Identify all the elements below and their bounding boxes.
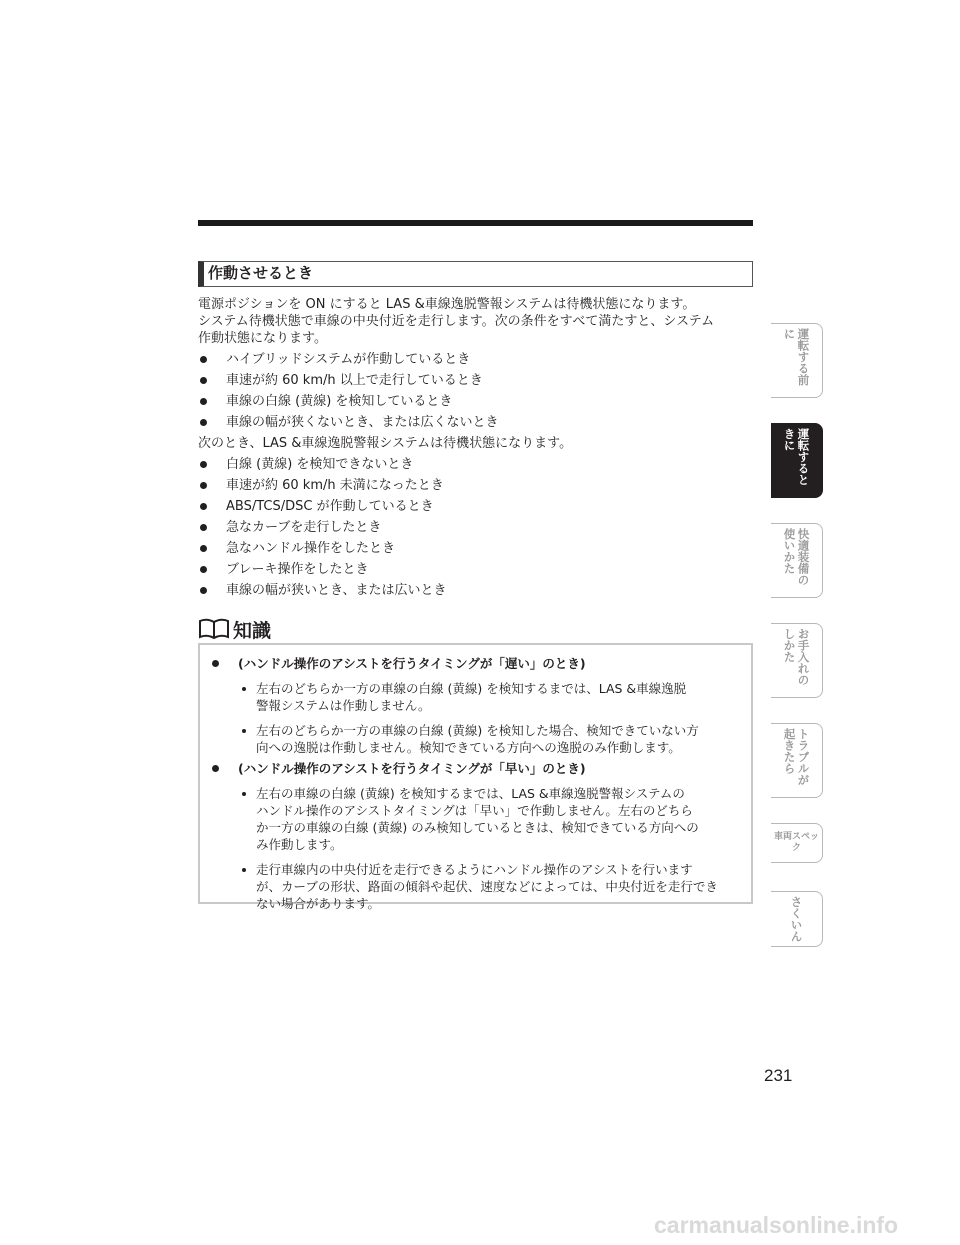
- tab-specifications[interactable]: 車両スペック: [771, 823, 823, 863]
- intro-line-3: 作動状態になります。: [198, 331, 327, 346]
- page-number: 231: [764, 1066, 793, 1085]
- tab-index[interactable]: さくいん: [771, 891, 823, 947]
- knowledge-item-heading: (ハンドル操作のアシストを行うタイミングが「早い」のとき): [238, 761, 586, 776]
- knowledge-heading: [198, 615, 271, 643]
- intro-line-1: 電源ポジションを ON にすると LAS &車線逸脱警報システムは待機状態になります。: [198, 297, 696, 312]
- bullet-icon: [200, 356, 207, 363]
- list-item: 車線の白線 (黄線) を検知しているとき: [198, 393, 758, 410]
- knowledge-item-heading: (ハンドル操作のアシストを行うタイミングが「遅い」のとき): [238, 656, 586, 671]
- knowledge-item: [212, 655, 739, 756]
- bullet-icon: [200, 503, 207, 510]
- list-item: 急なカーブを走行したとき: [198, 519, 758, 536]
- small-bullet-icon: [242, 868, 246, 872]
- watermark: carmanualsonline.info: [654, 1212, 899, 1238]
- body-text: [198, 296, 758, 599]
- tab-comfort-equipment[interactable]: 快適装備の使いかた: [771, 523, 823, 598]
- knowledge-box: [198, 643, 753, 911]
- bullet-icon: [200, 398, 207, 405]
- bullet-icon: [212, 660, 219, 667]
- small-bullet-icon: [242, 792, 246, 796]
- small-bullet-icon: [242, 729, 246, 733]
- bullet-icon: [200, 545, 207, 552]
- knowledge-subitem: 左右の車線の白線 (黄線) を検知するまでは、LAS &車線逸脱警報システムの ハンドル操作のアシストタイミングは「早い」で作動しません。左右のどちら か一方の車線の白線 (黄線) のみ検知しているときは、検知できている方向への み作動します。: [238, 785, 739, 853]
- tab-while-driving[interactable]: 運転するときに: [771, 423, 823, 498]
- conditions-on-list: [198, 351, 758, 431]
- knowledge-subitem: 左右のどちらか一方の車線の白線 (黄線) を検知するまでは、LAS &車線逸脱 警報システムは作動しません。: [238, 680, 739, 714]
- list-item: 白線 (黄線) を検知できないとき: [198, 456, 758, 473]
- list-item: 車線の幅が狭いとき、または広いとき: [198, 582, 758, 599]
- tab-before-driving[interactable]: 運転する前に: [771, 323, 823, 398]
- bullet-icon: [212, 765, 219, 772]
- bullet-icon: [200, 524, 207, 531]
- list-item: 車線の幅が狭くないとき、または広くないとき: [198, 414, 758, 431]
- list-item: 車速が約 60 km/h 以上で走行しているとき: [198, 372, 758, 389]
- bullet-icon: [200, 482, 207, 489]
- bullet-icon: [200, 461, 207, 468]
- list-item: 急なハンドル操作をしたとき: [198, 540, 758, 557]
- tab-troubleshooting[interactable]: トラブルが起きたら: [771, 723, 823, 798]
- knowledge-subitem: 走行車線内の中央付近を走行できるようにハンドル操作のアシストを行います が、カーブの形状、路面の傾斜や起伏、速度などによっては、中央付近を走行でき ない場合があります。: [238, 861, 739, 912]
- section-heading: 作動させるとき: [198, 261, 753, 287]
- bullet-icon: [200, 419, 207, 426]
- top-rule: [198, 220, 753, 226]
- tab-maintenance[interactable]: お手入れのしかた: [771, 623, 823, 698]
- knowledge-subitem: 左右のどちらか一方の車線の白線 (黄線) を検知した場合、検知できていない方 向への逸脱は作動しません。検知できている方向への逸脱のみ作動します。: [238, 722, 739, 756]
- conditions-standby-list: [198, 456, 758, 599]
- standby-intro: 次のとき、LAS &車線逸脱警報システムは待機状態になります。: [198, 436, 573, 451]
- list-item: ABS/TCS/DSC が作動しているとき: [198, 498, 758, 515]
- list-item: ブレーキ操作をしたとき: [198, 561, 758, 578]
- knowledge-item: [212, 760, 739, 912]
- open-book-icon: [198, 617, 230, 641]
- intro-line-2: システム待機状態で車線の中央付近を走行します。次の条件をすべて満たすと、システム: [198, 314, 715, 329]
- list-item: ハイブリッドシステムが作動しているとき: [198, 351, 758, 368]
- knowledge-title: 知識: [233, 619, 272, 642]
- list-item: 車速が約 60 km/h 未満になったとき: [198, 477, 758, 494]
- small-bullet-icon: [242, 687, 246, 691]
- bullet-icon: [200, 587, 207, 594]
- bullet-icon: [200, 566, 207, 573]
- bullet-icon: [200, 377, 207, 384]
